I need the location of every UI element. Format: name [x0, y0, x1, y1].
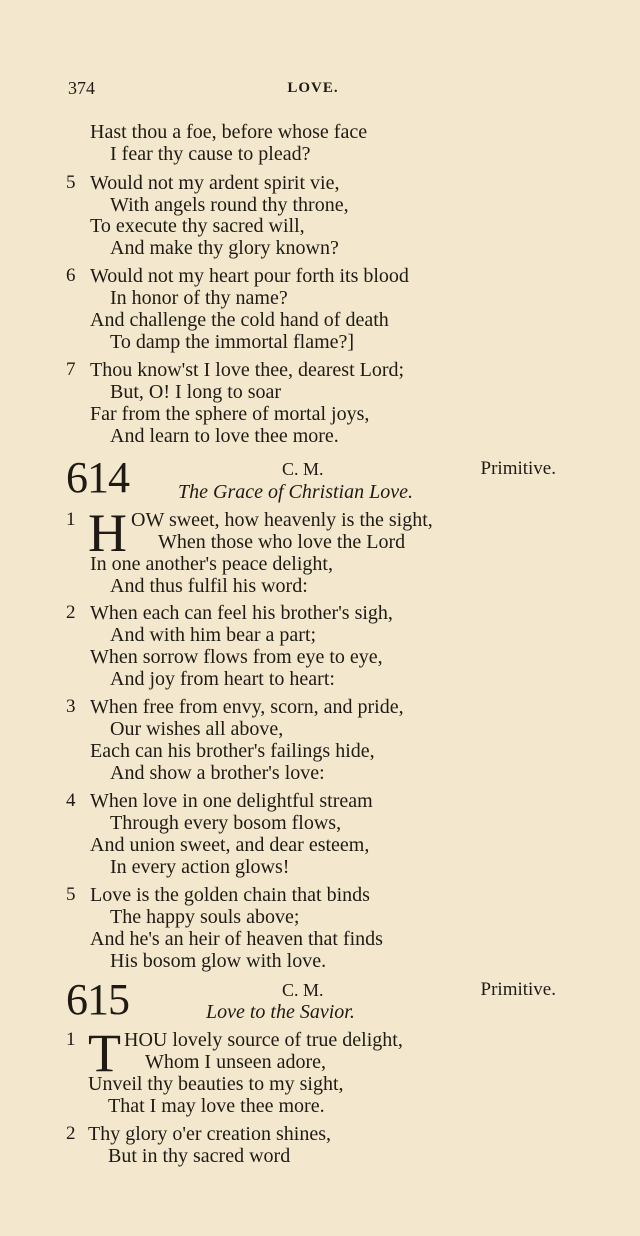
verse-line: But in thy sacred word	[108, 1145, 291, 1167]
verse-line: HOU lovely source of true delight,	[124, 1029, 403, 1051]
verse-line: And show a brother's love:	[110, 762, 325, 784]
verse-line: OW sweet, how heavenly is the sight,	[131, 509, 433, 531]
verse-line: His bosom glow with love.	[110, 950, 327, 972]
stanza-number: 2	[66, 602, 76, 623]
stanza-number: 7	[66, 359, 76, 380]
stanza-number: 3	[66, 696, 76, 717]
hymn-number: 614	[66, 453, 129, 502]
stanza-number: 1	[66, 1029, 76, 1050]
stanza-number: 1	[66, 509, 76, 530]
stanza-number: 2	[66, 1123, 76, 1144]
verse-line: I fear thy cause to plead?	[110, 143, 311, 165]
verse-line: But, O! I long to soar	[110, 381, 282, 403]
verse-line: In one another's peace delight,	[90, 553, 333, 575]
drop-cap: T	[88, 1023, 121, 1083]
verse-line: And learn to love thee more.	[110, 425, 339, 447]
verse-line: Our wishes all above,	[110, 718, 284, 740]
hymn-tune: Primitive.	[480, 979, 556, 1000]
drop-cap: H	[88, 503, 127, 563]
verse-line: Would not my heart pour forth its blood	[90, 265, 409, 287]
stanza-number: 6	[66, 265, 76, 286]
verse-line: In every action glows!	[110, 856, 290, 878]
verse-line: In honor of thy name?	[110, 287, 288, 309]
hymn-meter: C. M.	[282, 459, 324, 479]
running-title: LOVE.	[287, 80, 339, 96]
verse-line: Would not my ardent spirit vie,	[90, 172, 340, 194]
hymn-title: The Grace of Christian Love.	[178, 481, 413, 503]
verse-line: And make thy glory known?	[110, 237, 339, 259]
verse-line: Whom I unseen adore,	[145, 1051, 327, 1073]
verse-line: Thou know'st I love thee, dearest Lord;	[90, 359, 405, 381]
verse-line: And union sweet, and dear esteem,	[90, 834, 370, 856]
running-head	[68, 78, 558, 102]
verse-line: When each can feel his brother's sigh,	[90, 602, 393, 624]
verse-line: When love in one delightful stream	[90, 790, 373, 812]
stanza-number: 5	[66, 172, 76, 193]
verse-line: And thus fulfil his word:	[110, 575, 308, 597]
stanza-number: 4	[66, 790, 76, 811]
verse-line: That I may love thee more.	[108, 1095, 325, 1117]
hymn-number: 615	[66, 975, 129, 1024]
verse-line: When free from envy, scorn, and pride,	[90, 696, 404, 718]
verse-line: When sorrow flows from eye to eye,	[90, 646, 383, 668]
verse-line: And joy from heart to heart:	[110, 668, 335, 690]
verse-line: Each can his brother's failings hide,	[90, 740, 375, 762]
verse-line: To execute thy sacred will,	[90, 215, 305, 237]
verse-line: And he's an heir of heaven that finds	[90, 928, 383, 950]
stanza-number: 5	[66, 884, 76, 905]
verse-line: Love is the golden chain that binds	[90, 884, 370, 906]
verse-line: And challenge the cold hand of death	[90, 309, 389, 331]
verse-line: When those who love the Lord	[158, 531, 406, 553]
hymn-meter: C. M.	[282, 980, 324, 1000]
verse-line: The happy souls above;	[110, 906, 300, 928]
verse-line: With angels round thy throne,	[110, 194, 349, 216]
verse-line: To damp the immortal flame?]	[110, 331, 355, 353]
verse-line: Thy glory o'er creation shines,	[88, 1123, 331, 1145]
hymn-title: Love to the Savior.	[206, 1001, 355, 1023]
verse-line: Hast thou a foe, before whose face	[90, 121, 368, 143]
verse-line: Far from the sphere of mortal joys,	[90, 403, 370, 425]
verse-line: And with him bear a part;	[110, 624, 317, 646]
verse-line: Unveil thy beauties to my sight,	[88, 1073, 344, 1095]
verse-line: Through every bosom flows,	[110, 812, 342, 834]
page-number: 374	[68, 78, 95, 98]
hymn-tune: Primitive.	[480, 458, 556, 479]
